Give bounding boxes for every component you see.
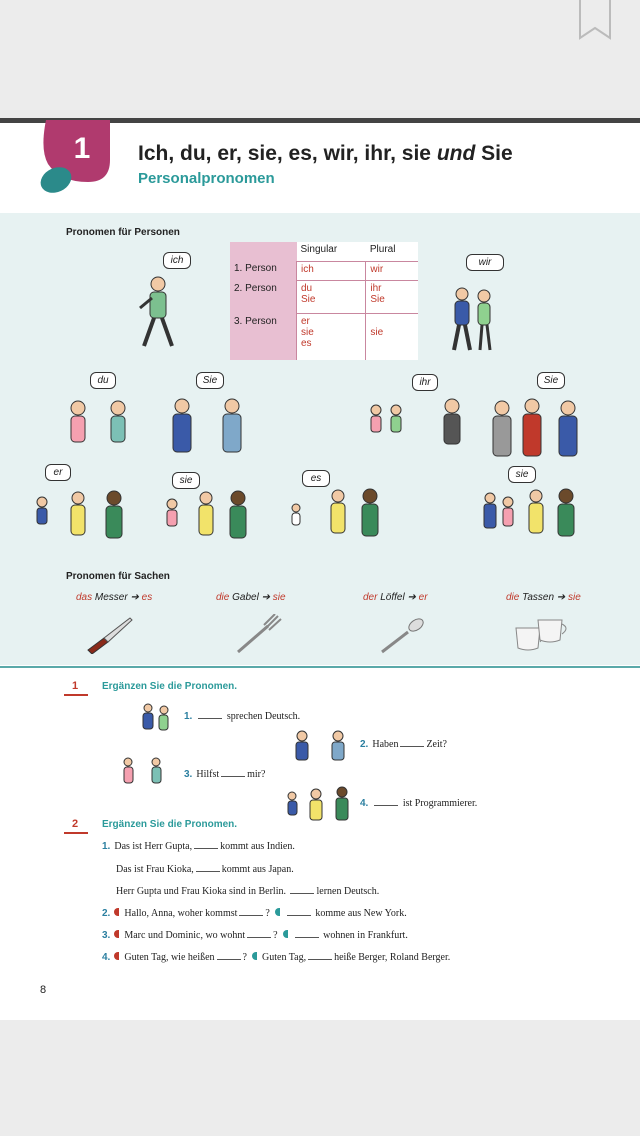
businessmen-figure-icon	[166, 394, 250, 458]
speaker-a-mark-icon	[114, 930, 119, 938]
things-heading: Pronomen für Sachen	[66, 571, 170, 582]
table-corner	[230, 242, 297, 261]
group-sie-plural-figure-icon	[478, 486, 578, 544]
answer-blank[interactable]	[247, 929, 271, 938]
exercise-businessmen-icon	[292, 728, 352, 762]
speaker-a-mark-icon	[114, 908, 119, 916]
table-header-singular: Singular	[297, 242, 366, 261]
exercise1-item: 3. Hilfst mir?	[184, 769, 266, 780]
thing-label-messer: das Messer ➔ es	[76, 592, 153, 603]
persons-heading: Pronomen für Personen	[66, 227, 180, 238]
answer-blank[interactable]	[287, 907, 311, 916]
speech-bubble: sie	[508, 466, 536, 483]
page-subtitle: Personalpronomen	[138, 170, 275, 187]
exercise2-item: 4. Guten Tag, wie heißen ? Guten Tag, heiße Berger, Roland Berger.	[102, 952, 451, 963]
answer-blank[interactable]	[308, 951, 332, 960]
group-er-figure-icon	[28, 488, 134, 544]
speaker-b-mark-icon	[252, 952, 257, 960]
speech-bubble: du	[90, 372, 116, 389]
knife-icon	[84, 614, 134, 654]
exercise-number: 1	[72, 680, 79, 692]
answer-blank[interactable]	[290, 885, 314, 894]
exercise-number-underline	[64, 694, 88, 696]
speech-bubble: ich	[163, 252, 191, 269]
speech-bubble: es	[302, 470, 330, 487]
table-cell: wir	[366, 261, 418, 281]
table-cell: du Sie	[297, 281, 366, 314]
thing-label-loeffel: der Löffel ➔ er	[363, 592, 428, 603]
answer-blank[interactable]	[400, 738, 424, 747]
table-row-label: 2. Person	[230, 281, 297, 314]
business-group-figure-icon	[488, 394, 588, 460]
exercise-number: 2	[72, 818, 79, 830]
group-sie-figure-icon	[158, 488, 254, 544]
exercise-friends-icon	[118, 756, 168, 786]
table-cell: er sie es	[297, 314, 366, 360]
spoon-icon	[378, 614, 428, 654]
exercise-title: Ergänzen Sie die Pronomen.	[102, 819, 238, 830]
page-title: Ich, du, er, sie, es, wir, ihr, sie und Sie	[138, 142, 513, 165]
exercise1-item: 1. sprechen Deutsch.	[184, 711, 301, 722]
speech-bubble: er	[45, 464, 71, 481]
chapter-number: 1	[73, 132, 91, 165]
friends-figure-icon	[62, 394, 138, 454]
exercise2-item: 2. Hallo, Anna, woher kommst ? komme aus New York.	[102, 908, 407, 919]
answer-blank[interactable]	[217, 951, 241, 960]
speaker-b-mark-icon	[275, 908, 280, 916]
table-row-label: 3. Person	[230, 314, 297, 360]
exercise-title: Ergänzen Sie die Pronomen.	[102, 681, 238, 692]
table-cell: ich	[297, 261, 366, 281]
answer-blank[interactable]	[194, 840, 218, 849]
exercise-number-underline	[64, 832, 88, 834]
answer-blank[interactable]	[374, 797, 398, 806]
exercise2-item: Herr Gupta und Frau Kioka sind in Berlin. lernen Deutsch.	[116, 886, 380, 897]
answer-blank[interactable]	[198, 710, 222, 719]
speaker-a-mark-icon	[114, 952, 119, 960]
exercise-group-icon	[282, 786, 354, 822]
person-figure-icon	[130, 274, 180, 354]
speech-bubble: ihr	[412, 374, 438, 391]
answer-blank[interactable]	[221, 768, 245, 777]
speech-bubble: Sie	[196, 372, 224, 389]
speech-bubble: Sie	[537, 372, 565, 389]
children-and-adult-figure-icon	[362, 396, 472, 452]
exercise1-item: 4. ist Programmierer.	[360, 798, 478, 809]
table-header-plural: Plural	[366, 242, 418, 261]
exercise2-item: Das ist Frau Kioka, kommt aus Japan.	[116, 864, 294, 875]
pronoun-table	[230, 242, 418, 360]
section-divider	[0, 666, 640, 668]
answer-blank[interactable]	[239, 907, 263, 916]
group-es-figure-icon	[284, 486, 384, 544]
textbook-page	[0, 118, 640, 1020]
table-cell: sie	[366, 314, 418, 360]
thing-label-gabel: die Gabel ➔ sie	[216, 592, 286, 603]
bookmark-icon[interactable]	[578, 0, 612, 40]
page-number: 8	[40, 984, 47, 996]
answer-blank[interactable]	[196, 863, 220, 872]
exercise2-item: 3. Marc und Dominic, wo wohnt ? wohnen in Frankfurt.	[102, 930, 408, 941]
couple-figure-icon	[444, 284, 500, 356]
speaker-b-mark-icon	[283, 930, 288, 938]
speech-bubble: wir	[466, 254, 504, 271]
exercise2-item: 1. Das ist Herr Gupta, kommt aus Indien.	[102, 841, 295, 852]
exercise-couple-icon	[136, 702, 176, 748]
table-row-label: 1. Person	[230, 261, 297, 281]
answer-blank[interactable]	[295, 929, 319, 938]
table-cell: ihr Sie	[366, 281, 418, 314]
thing-label-tassen: die Tassen ➔ sie	[506, 592, 581, 603]
cups-icon	[512, 614, 576, 654]
exercise1-item: 2. Haben Zeit?	[360, 739, 447, 750]
fork-icon	[234, 614, 284, 654]
speech-bubble: sie	[172, 472, 200, 489]
